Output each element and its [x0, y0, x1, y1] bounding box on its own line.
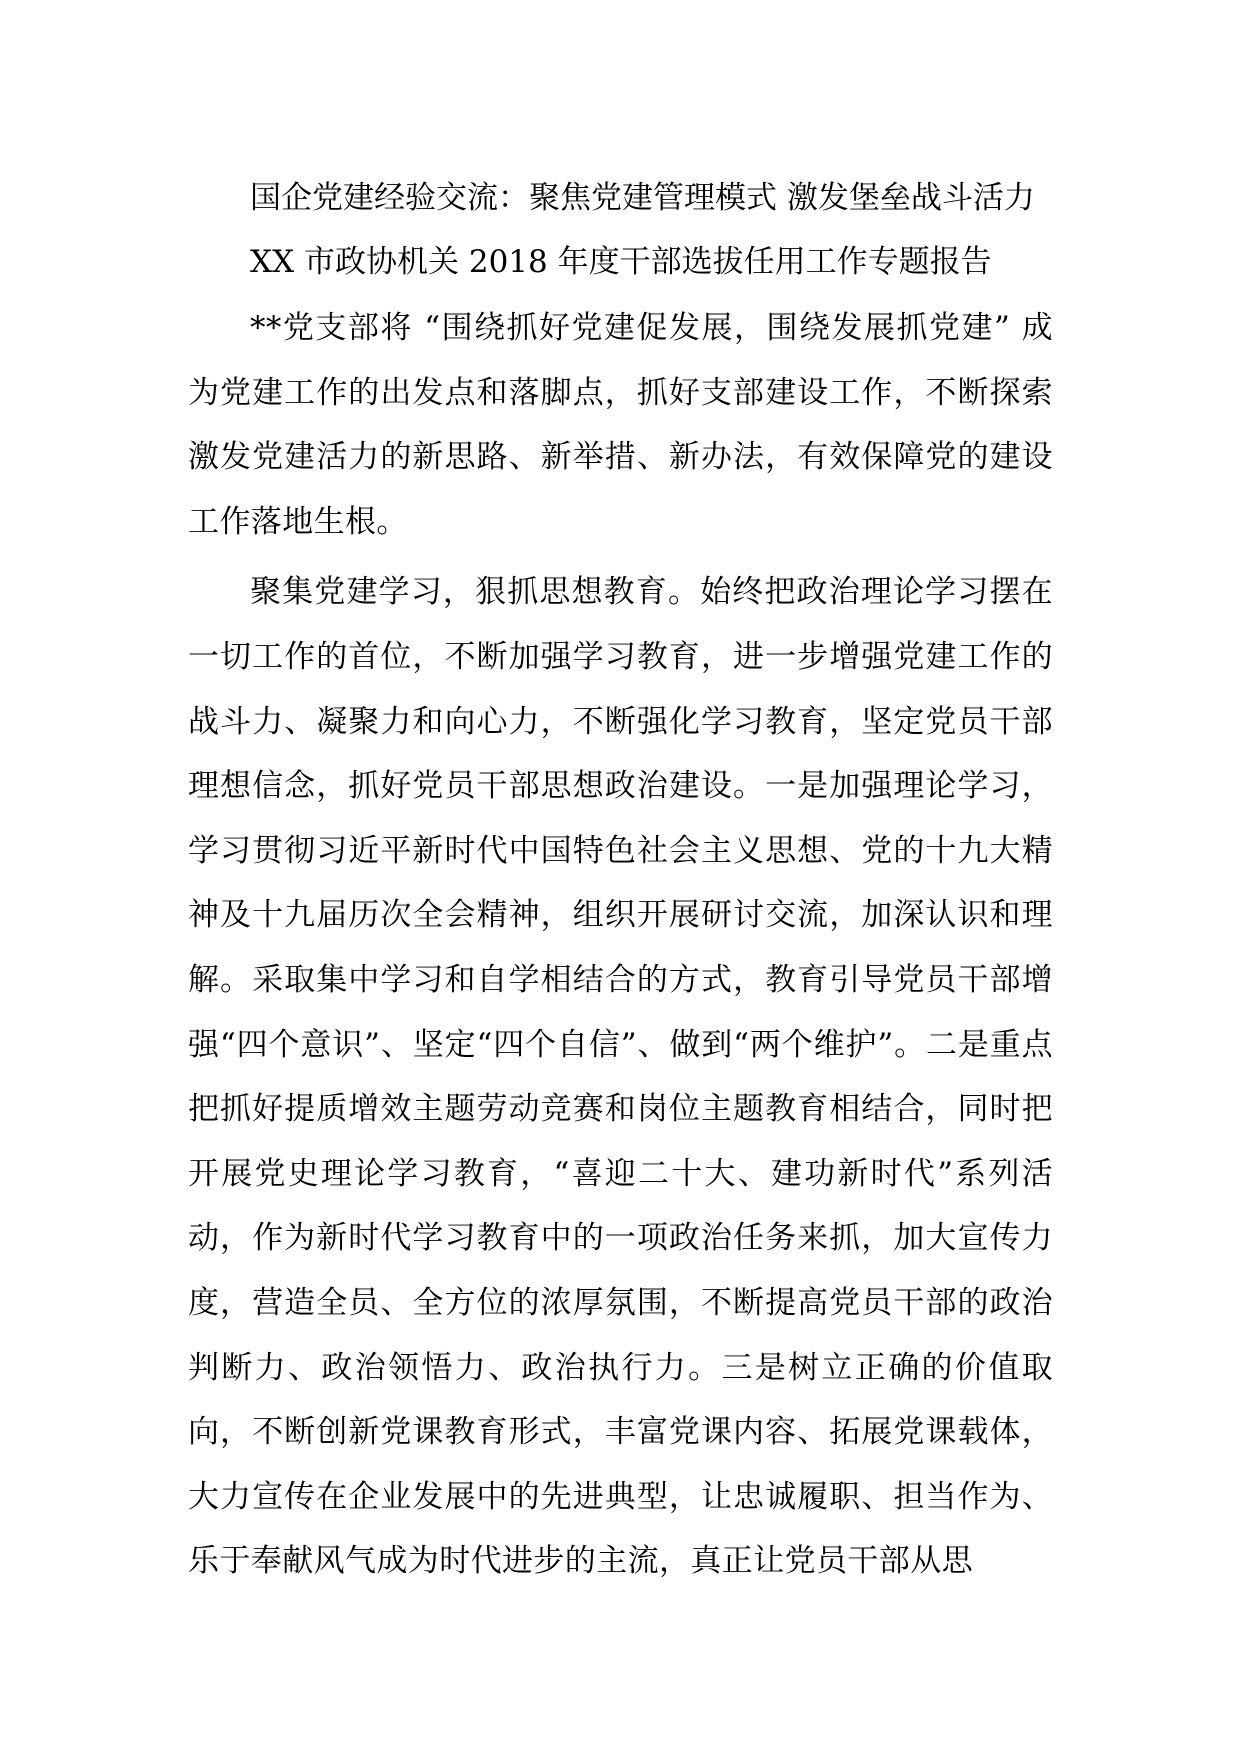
- document-title: 国企党建经验交流：聚焦党建管理模式 激发堡垒战斗活力: [250, 180, 1035, 216]
- paragraph-intro: **党支部将 “围绕抓好党建促发展，围绕发展抓党建” 成为党建工作的出发点和落脚点，抓好支部建设工作，不断探索激发党建活力的新思路、新举措、新办法，有效保障党的建设工作落地生根。: [188, 310, 1053, 540]
- document-subtitle: XX 市政协机关 2018 年度干部选拔任用工作专题报告: [250, 244, 992, 280]
- paragraph-study: 聚集党建学习，狠抓思想教育。始终把政治理论学习摆在一切工作的首位，不断加强学习教育，进一步增强党建工作的战斗力、凝聚力和向心力，不断强化学习教育，坚定党员干部理想信念，抓好党员干部思想政治建设。一是加强理论学习，学习贯彻习近平新时代中国特色社会主义思想、党的十九大精神及十九届历次全会精神，组织开展研讨交流，加深认识和理解。采取集中学习和自学相结合的方式，教育引导党员干部增强“四个意识”、坚定“四个自信”、做到“两个维护”。二是重点把抓好提质增效主题劳动竞赛和岗位主题教育相结合，同时把开展党史理论学习教育，“喜迎二十大、建功新时代”系列活动，作为新时代学习教育中的一项政治任务来抓，加大宣传力度，营造全员、全方位的浓厚氛围，不断提高党员干部的政治判断力、政治领悟力、政治执行力。三是树立正确的价值取向，不断创新党课教育形式，丰富党课内容、拓展党课载体，大力宣传在企业发展中的先进典型，让忠诚履职、担当作为、乐于奉献风气成为时代进步的主流，真正让党员干部从思: [188, 574, 1053, 1580]
- document-body: [188, 166, 1053, 1594]
